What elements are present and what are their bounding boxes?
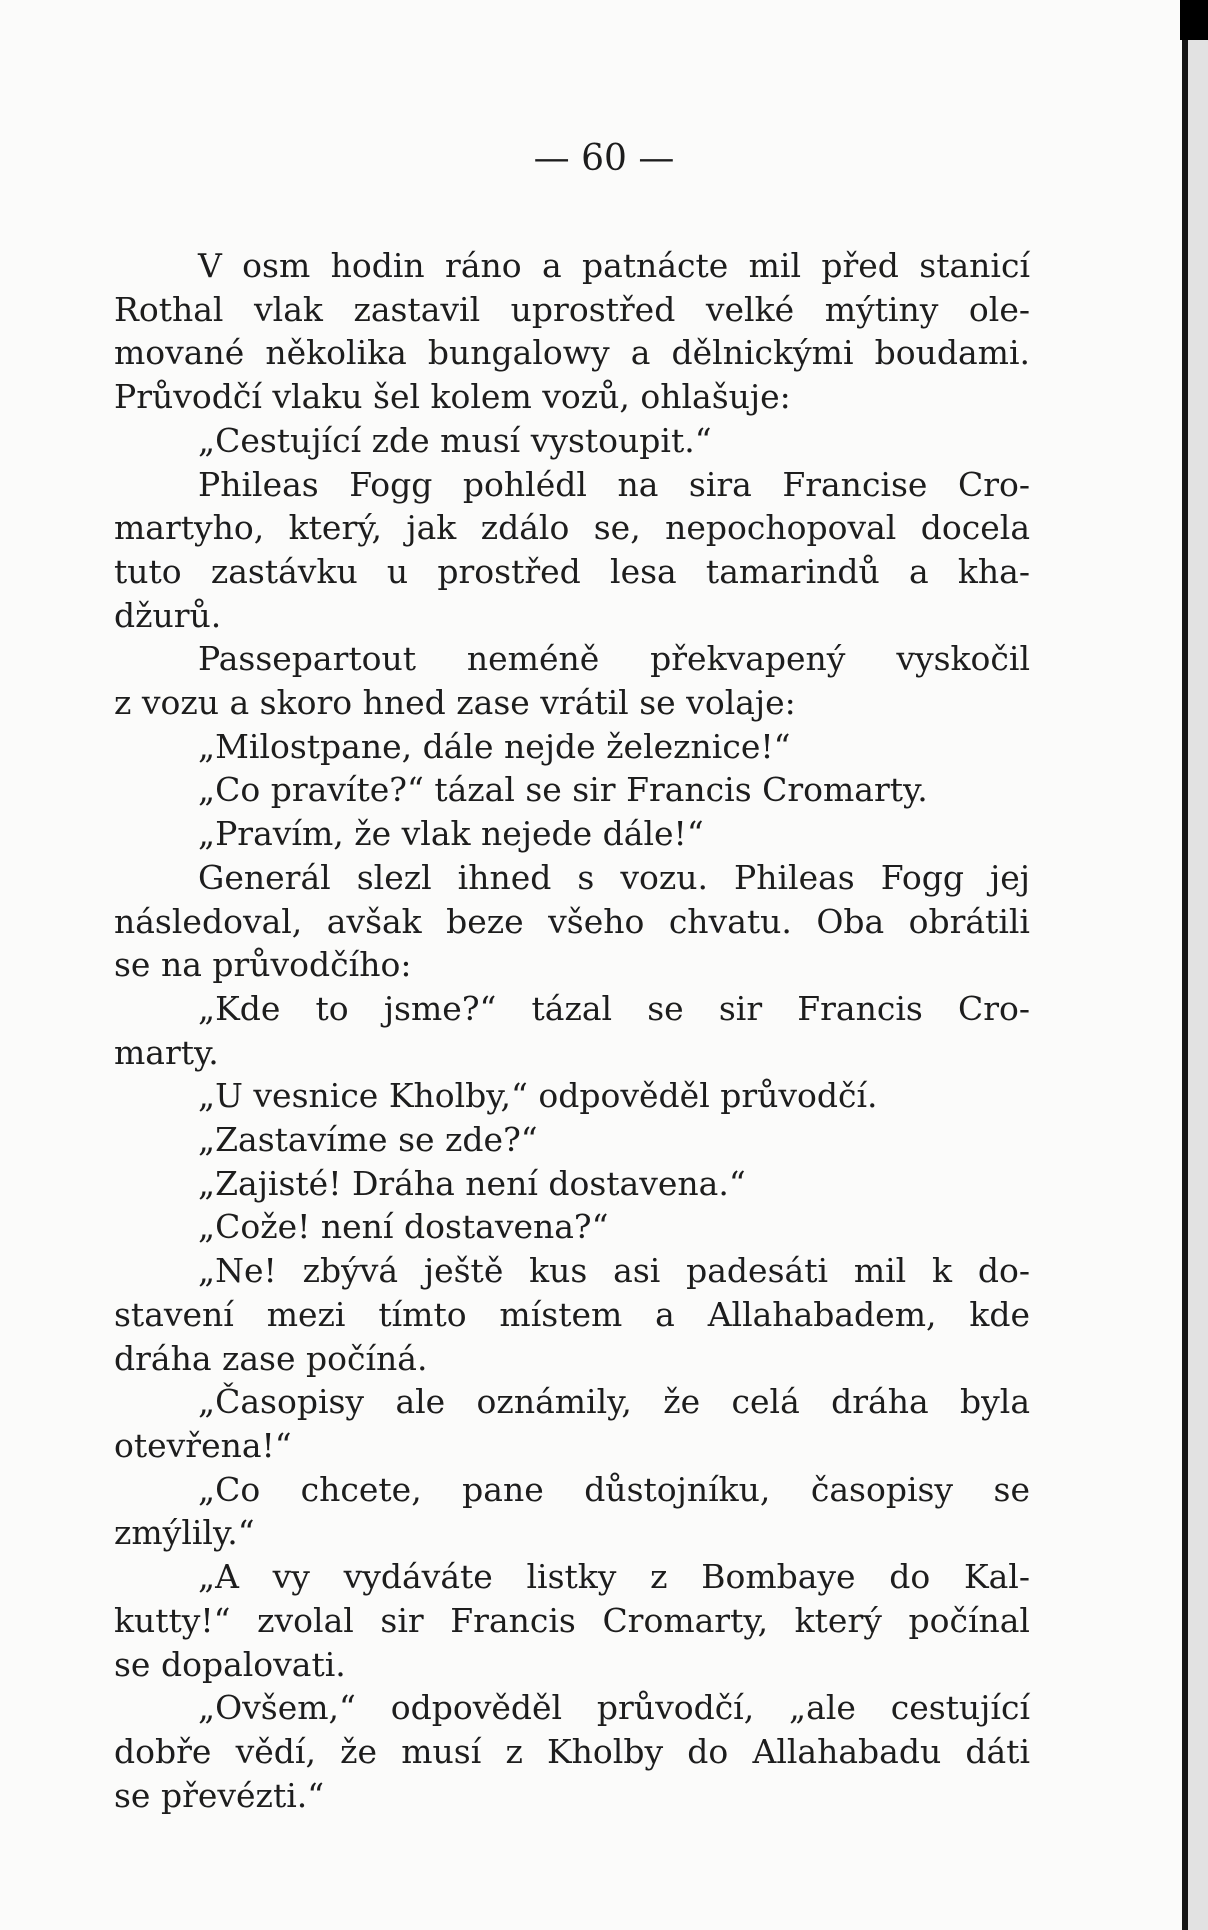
text-line: Rothal vlak zastavil uprostřed velké mýtiny ole-	[114, 289, 1030, 329]
text-line: džurů.	[114, 595, 222, 635]
text-line: „Zastavíme se zde?“	[198, 1120, 538, 1160]
text-line: mované několika bungalowy a dělnickými boudami.	[114, 333, 1030, 373]
text-line: „A vy vydáváte listky z Bombaye do Kal-	[198, 1557, 1030, 1597]
text-line: „Co pravíte?“ tázal se sir Francis Cromarty.	[198, 770, 928, 810]
text-line: následoval, avšak beze všeho chvatu. Oba obrátili	[114, 901, 1030, 941]
text-line: otevřena!“	[114, 1425, 292, 1465]
text-line: „Cože! není dostavena?“	[198, 1207, 609, 1247]
text-line: marty.	[114, 1032, 219, 1072]
text-line: dráha zase počíná.	[114, 1338, 428, 1378]
text-line: kutty!“ zvolal sir Francis Cromarty, který počínal	[114, 1600, 1030, 1640]
text-line: dobře vědí, že musí z Kholby do Allahabadu dáti	[114, 1731, 1030, 1771]
text-line: „Ovšem,“ odpověděl průvodčí, „ale cestující	[198, 1688, 1030, 1728]
text-line: se dopalovati.	[114, 1644, 346, 1684]
text-line: Generál slezl ihned s vozu. Phileas Fogg jej	[198, 857, 1030, 897]
page-number: — 60 —	[533, 138, 675, 179]
text-line: tuto zastávku u prostřed lesa tamarindů a kha-	[114, 551, 1030, 591]
text-line: „Milostpane, dále nejde železnice!“	[198, 726, 791, 766]
corner-mark	[1180, 0, 1208, 40]
text-line: se na průvodčího:	[114, 945, 412, 985]
page-edge-strip	[1188, 0, 1208, 1930]
text-line: „Ne! zbývá ještě kus asi padesáti mil k do-	[198, 1251, 1030, 1291]
text-line: Phileas Fogg pohlédl na sira Francise Cro-	[198, 464, 1030, 504]
text-line: Průvodčí vlaku šel kolem vozů, ohlašuje:	[114, 377, 791, 417]
text-line: „Zajisté! Dráha není dostavena.“	[198, 1163, 746, 1203]
text-line: „Pravím, že vlak nejede dále!“	[198, 814, 704, 854]
text-line: „Kde to jsme?“ tázal se sir Francis Cro-	[198, 988, 1030, 1028]
text-line: stavení mezi tímto místem a Allahabadem, kde	[114, 1294, 1030, 1334]
text-line: Passepartout neméně překvapený vyskočil	[198, 639, 1030, 679]
text-line: „Časopisy ale oznámily, že celá dráha byla	[198, 1382, 1030, 1422]
text-line: „U vesnice Kholby,“ odpověděl průvodčí.	[198, 1076, 878, 1116]
body-text	[114, 244, 1030, 1817]
text-line: martyho, který, jak zdálo se, nepochopoval docela	[114, 508, 1030, 548]
text-line: „Co chcete, pane důstojníku, časopisy se	[198, 1469, 1030, 1509]
text-line: zmýlily.“	[114, 1513, 255, 1553]
text-line: „Cestující zde musí vystoupit.“	[198, 420, 712, 460]
text-line: V osm hodin ráno a patnácte mil před stanicí	[198, 246, 1030, 285]
text-line: z vozu a skoro hned zase vrátil se volaje:	[114, 683, 796, 723]
text-line: se převézti.“	[114, 1775, 325, 1815]
